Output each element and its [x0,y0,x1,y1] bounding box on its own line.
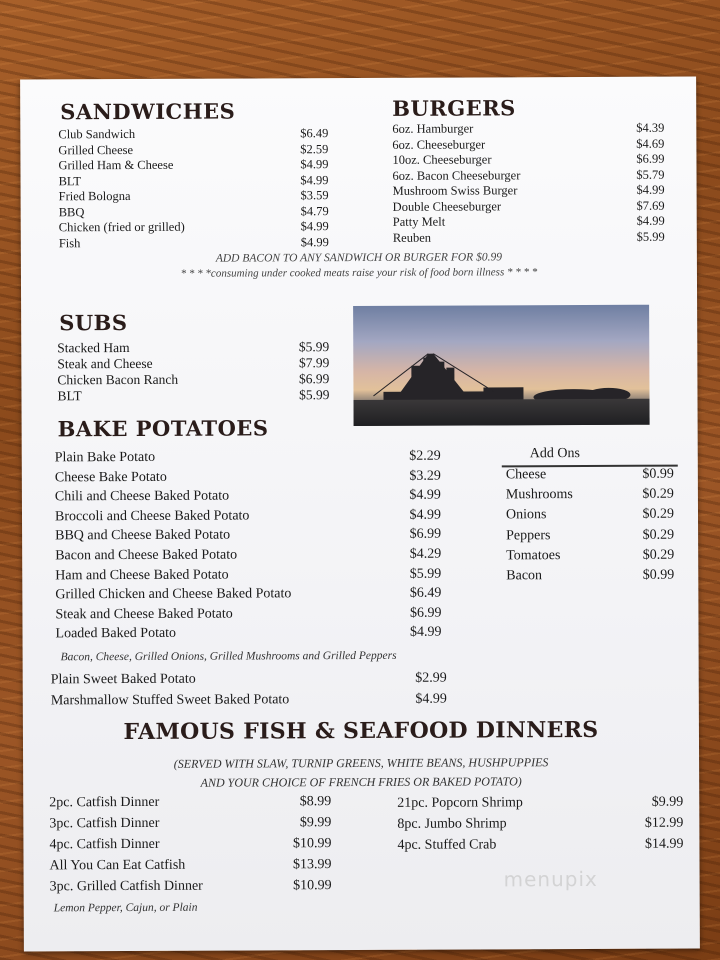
list-item [55,449,441,470]
loaded-potato-note: Bacon, Cheese, Grilled Onions, Grilled Mushrooms and Grilled Peppers [60,649,397,664]
item-name: Chicken Bacon Ranch [57,371,179,388]
item-price: $6.49 [409,585,442,601]
list-item [506,467,674,488]
item-price: $7.99 [298,355,330,371]
item-price: $2.59 [300,141,329,156]
item-price: $0.29 [642,527,675,543]
item-price: $3.29 [409,468,441,484]
item-name: Mushrooms [505,487,573,503]
menupix-watermark: menupix [503,866,598,892]
item-price: $6.99 [409,605,442,621]
list-item [506,507,674,528]
item-name: 4pc. Stuffed Crab [397,837,497,853]
item-price: $6.49 [300,126,329,141]
bacon-note: ADD BACON TO ANY SANDWICH OR BURGER FOR $0.99 [215,251,502,265]
potatoes-heading: BAKE POTATOES [57,415,269,442]
item-name: Fried Bologna [58,188,131,204]
list-item [55,586,441,607]
list-item [397,837,683,859]
item-name: Reuben [392,230,432,245]
item-name: Peppers [506,527,551,543]
item-price: $13.99 [292,857,332,873]
item-price: $3.59 [300,188,329,203]
item-price: $7.69 [636,198,665,213]
list-item [57,371,329,388]
item-name: Club Sandwich [58,126,136,142]
item-name: All You Can Eat Catfish [49,857,186,874]
list-item [58,126,328,143]
list-item [57,339,329,356]
item-name: Chili and Cheese Baked Potato [54,488,230,505]
item-price: $4.79 [300,203,329,218]
seafood-right-list [397,795,683,859]
list-item [55,527,441,548]
item-price: $9.99 [299,815,332,831]
item-name: 21pc. Popcorn Shrimp [397,795,523,811]
ground-strip [354,399,650,426]
item-name: Plain Sweet Baked Potato [50,671,196,688]
list-item [57,355,329,372]
list-item [393,214,665,231]
item-price: $2.29 [409,448,441,464]
list-item [393,229,665,246]
list-item [392,136,664,153]
item-name: Plain Bake Potato [54,449,156,466]
item-name: Fish [58,235,81,250]
item-name: Grilled Cheese [58,142,134,157]
list-item [49,794,331,816]
item-name: Bacon and Cheese Baked Potato [55,547,238,564]
item-name: 6oz. Bacon Cheeseburger [392,167,521,183]
item-name: Grilled Chicken and Cheese Baked Potato [55,586,292,603]
menu-paper [20,77,700,952]
item-name: Patty Melt [392,214,446,229]
item-name: 10oz. Cheeseburger [392,152,492,167]
item-price: $4.39 [636,120,665,135]
item-price: $4.99 [409,624,442,641]
burgers-heading: BURGERS [392,95,516,121]
item-price: $10.99 [292,836,332,852]
item-price: $4.99 [300,172,329,187]
item-price: $4.99 [300,234,329,249]
item-price: $5.99 [298,339,330,355]
list-item [55,605,441,626]
potatoes-list [55,449,442,647]
list-item [58,157,328,174]
item-name: BBQ and Cheese Baked Potato [55,527,231,544]
item-name: BBQ [58,204,85,219]
list-item [59,188,329,205]
sandwiches-heading: SANDWICHES [60,98,236,125]
seafood-served-line-2: AND YOUR CHOICE OF FRENCH FRIES OR BAKED POTATO) [200,774,522,790]
item-name: Mushroom Swiss Burger [392,183,518,198]
list-item [51,671,447,694]
list-item [55,625,441,646]
item-price: $0.29 [642,547,675,563]
item-price: $4.99 [409,507,442,523]
item-name: Ham and Cheese Baked Potato [55,567,229,583]
item-name: BLT [57,388,82,404]
list-item [55,566,441,587]
item-name: Steak and Cheese Baked Potato [55,606,233,623]
list-item [49,815,331,837]
item-price: $5.99 [299,387,330,403]
item-price: $0.29 [642,507,675,523]
item-name: Bacon [506,568,543,584]
list-item [49,836,331,858]
list-item [506,527,674,548]
list-item [49,857,331,879]
item-price: $4.29 [409,546,442,562]
item-name: Onions [505,507,547,523]
item-name: Steak and Cheese [57,355,153,372]
item-price: $5.99 [409,566,442,582]
addons-list [506,467,675,589]
list-item [393,183,665,200]
item-price: $6.99 [409,527,442,543]
addons-heading: Add Ons [529,446,580,462]
list-item [55,547,441,568]
list-item [397,816,683,838]
item-name: 6oz. Hamburger [392,121,474,136]
subs-heading: SUBS [59,310,128,336]
item-name: Tomatoes [506,547,561,564]
item-name: 3pc. Grilled Catfish Dinner [49,878,203,895]
item-name: Grilled Ham & Cheese [58,157,174,173]
sunset-grain-elevator-photo [353,305,650,426]
item-name: 8pc. Jumbo Shrimp [397,816,507,832]
list-item [55,468,441,489]
item-name: Broccoli and Cheese Baked Potato [54,508,250,525]
item-name: 3pc. Catfish Dinner [49,815,160,832]
item-name: Chicken (fried or grilled) [58,219,185,235]
item-price: $8.99 [299,794,332,810]
sandwiches-list [58,126,329,251]
list-item [57,387,329,404]
list-item [59,173,329,190]
seafood-left-list [49,794,331,900]
item-name: Double Cheeseburger [392,198,502,214]
list-item [55,488,441,509]
item-price: $4.99 [300,157,329,172]
item-price: $4.99 [409,487,441,503]
list-item [506,568,674,589]
list-item [59,235,329,252]
item-price: $10.99 [293,878,332,894]
subs-list [57,339,329,404]
item-price: $5.79 [636,167,665,182]
item-price: $4.99 [300,219,329,234]
item-price: $0.29 [642,486,674,502]
list-item [51,692,447,715]
list-item [393,198,665,215]
list-item [392,152,664,169]
item-price: $5.99 [636,229,665,244]
undercooked-warning: * * * *consuming under cooked meats raise your risk of food born illness * * * * [180,266,538,280]
item-name: Marshmallow Stuffed Sweet Baked Potato [50,692,290,709]
item-price: $4.69 [636,136,665,151]
item-name: 2pc. Catfish Dinner [49,794,160,811]
list-item [506,547,674,568]
item-name: 4pc. Catfish Dinner [49,836,160,853]
item-name: Cheese Bake Potato [54,469,167,485]
list-item [50,878,332,900]
grilled-catfish-note: Lemon Pepper, Cajun, or Plain [53,901,198,915]
item-price: $0.99 [642,567,675,583]
item-price: $4.99 [636,182,665,197]
list-item [397,795,683,817]
list-item [506,487,674,508]
item-name: BLT [58,173,82,188]
item-price: $2.99 [415,670,447,686]
item-price: $14.99 [644,836,684,852]
item-price: $4.99 [636,213,665,228]
item-price: $9.99 [651,794,684,810]
item-price: $0.99 [642,466,674,482]
item-price: $4.99 [415,691,447,707]
list-item [392,121,664,138]
item-name: Loaded Baked Potato [55,626,177,642]
seafood-served-line-1: (SERVED WITH SLAW, TURNIP GREENS, WHITE BEANS, HUSHPUPPIES [173,755,549,771]
item-price: $6.99 [299,371,330,387]
list-item [392,167,664,184]
burgers-list [392,121,665,246]
item-name: Stacked Ham [57,340,130,356]
list-item [59,219,329,236]
sweet-potato-list [51,671,447,715]
addons-header [502,445,678,468]
item-name: 6oz. Cheeseburger [392,136,486,152]
list-item [55,507,441,528]
item-price: $12.99 [644,815,684,831]
item-name: Cheese [505,467,547,483]
list-item [58,142,328,159]
list-item [59,204,329,221]
seafood-heading: FAMOUS FISH & SEAFOOD DINNERS [123,716,599,746]
item-price: $6.99 [636,151,665,166]
